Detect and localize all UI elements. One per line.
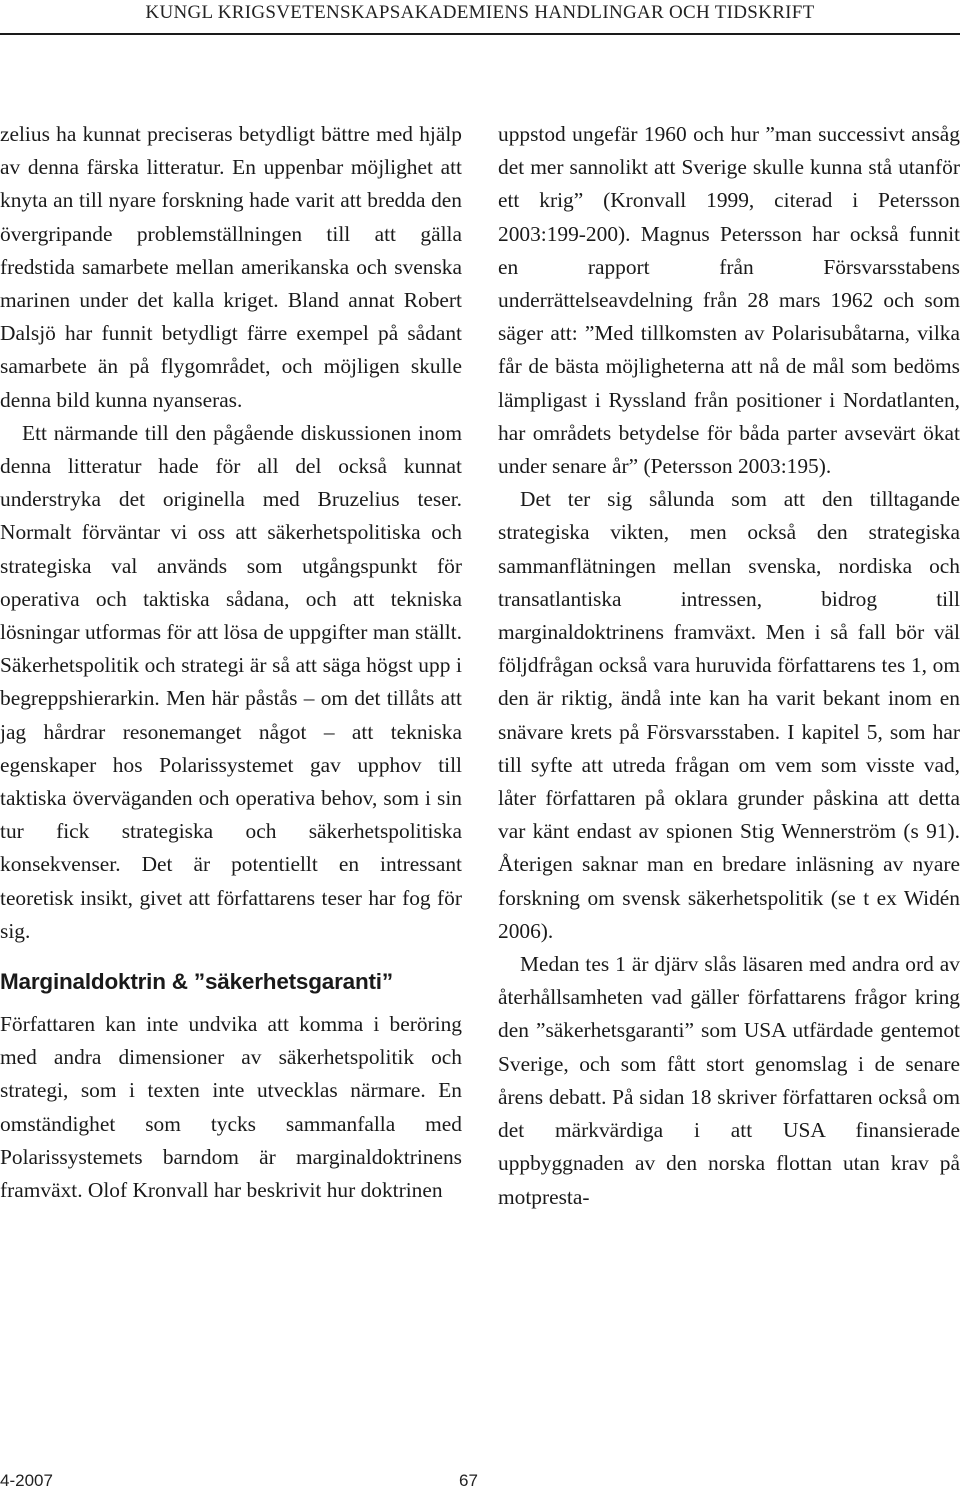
left-paragraph-1: zelius ha kunnat preciseras betydligt bättre med hjälp av denna färska litteratur. En uppenbar möjlighet att knyta an till nyare forskning hade varit att bredda den övergripande problemställningen till att gälla fredstida samarbete mellan amerikanska och svenska marinen under det kalla kriget. Bland annat Robert Dalsjö har funnit betydligt färre exempel på sådant samarbete än på flygområdet, och möjligen skulle denna bild kunna nyanseras.: [0, 122, 462, 412]
right-column: [498, 118, 960, 1214]
page-number: 67: [459, 1471, 478, 1490]
left-column: [0, 118, 462, 1207]
left-paragraph-2: Ett närmande till den pågående diskussionen inom denna litteratur hade för all del också kunnat understryka det originella med Bruzelius teser. Normalt förväntar vi oss att säkerhetspolitiska och strategiska val används som utgångspunkt för operativa och taktiska sådana, och att tekniska lösningar utformas för att lösa de uppgifter man ställt. Säkerhetspolitik och strategi är så att säga högst upp i begreppshierarkin. Men här påstås – om det tillåts att jag hårdrar resonemanget något – att tekniska egenskaper hos Polarissystemet gav upphov till taktiska överväganden och operativa behov, som i sin tur fick strategiska och säkerhetspolitiska konsekvenser. Det är potentiellt en intressant teoretisk insikt, givet att författarens teser har fog för sig.: [0, 420, 462, 943]
right-paragraph-1: uppstod ungefär 1960 och hur ”man successivt ansåg det mer sannolikt att Sverige skulle kunna stå utanför ett krig” (Kronvall 1999, citerad i Petersson 2003:199-200). Magnus Petersson har också funnit en rapport från Försvarsstabens underrättelseavdelning från 28 mars 1962 och som säger att: ”Med tillkomsten av Polarisubåtarna, vilka får de bästa möjligheterna att nå de mål som bedöms lämpligast i Ryssland från positioner i Nordatlanten, har områdets betydelse för båda parter avsevärt ökat under senare år” (Petersson 2003:195).: [498, 122, 960, 479]
running-header: KUNGL KRIGSVETENSKAPSAKADEMIENS HANDLINGAR OCH TIDSKRIFT: [145, 2, 815, 23]
header-rule: [0, 33, 960, 35]
right-paragraph-3: Medan tes 1 är djärv slås läsaren med andra ord av återhållsamheten vad gäller författarens frågor kring den ”säkerhetsgaranti” som USA utfärdade gentemot Sverige, och som fått stort genomslag i de senare årens debatt. På sidan 18 skriver författaren också om det märkvärdiga i att USA finansierade uppbyggnaden av den norska flottan utan krav på motpresta-: [498, 952, 960, 1209]
right-paragraph-2: Det ter sig sålunda som att den tilltagande strategiska vikten, men också den strategiska sammanflätningen mellan svenska, nordiska och transatlantiska intressen, bidrog till marginaldoktrinens framväxt. Men i så fall bör väl följdfrågan också vara huruvida författarens tes 1, om den är riktig, ändå inte kan ha varit bekant inom en snävare krets på Försvarsstaben. I kapitel 5, som har till syfte att utreda frågan om vem som visste vad, låter författaren på oklara grunder påskina att detta var känt endast av spionen Stig Wennerström (s 91). Återigen saknar man en bredare inläsning av nyare forskning om svensk säkerhetspolitik (se t ex Widén 2006).: [498, 487, 960, 943]
left-paragraph-3: Författaren kan inte undvika att komma i beröring med andra dimensioner av säkerhetspolitik och strategi, som i texten inte utvecklas närmare. En omständighet som tycks sammanfalla med Polarissystemets barndom är marginaldoktrinens framväxt. Olof Kronvall har beskrivit hur doktrinen: [0, 1012, 462, 1203]
section-heading: Marginaldoktrin & ”säkerhetsgaranti”: [0, 969, 393, 995]
issue-label: 4-2007: [0, 1471, 53, 1490]
